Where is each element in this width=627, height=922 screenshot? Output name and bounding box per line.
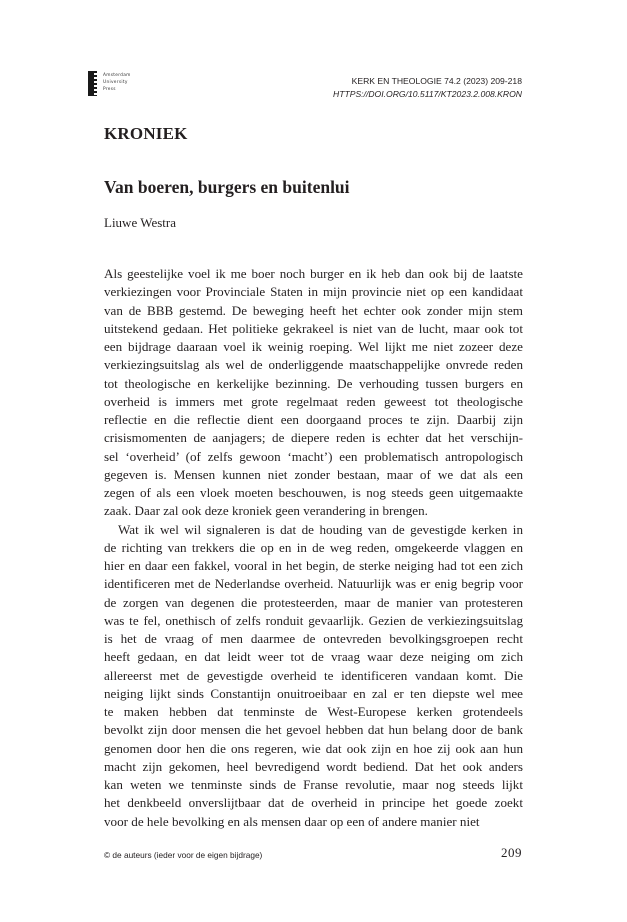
doi-link[interactable]: HTTPS://DOI.ORG/10.5117/KT2023.2.008.KRON (333, 89, 522, 99)
body-text-line: van de BBB gestemd. De beweging heeft het echter ook zonder mijn stem (104, 302, 523, 318)
body-text-line: de richting van trekkers die op en in de weg reden, omgekeerde vlaggen en (104, 539, 523, 555)
body-text-line: gegeven is. Mensen kunnen niet zonder bestaan, maar of we dat als een (104, 466, 523, 482)
body-text-line: tot theologische en kerkelijke bezinning. De verhouding tussen burgers en (104, 375, 523, 391)
body-text-line: reflectie en die reflectie dient een doorgaand proces te zijn. Daarbij zijn (104, 412, 523, 427)
amsterdam-university-press-logo-icon (88, 71, 95, 96)
article-title: Van boeren, burgers en buitenlui (104, 177, 350, 197)
body-text-line: te maken hebben dat tenminste de West-Europese kerken grotendeels (104, 704, 523, 719)
body-text-line: sel ‘overheid’ (of zelfs gewoon ‘macht’) een problematisch antropologisch (104, 448, 523, 464)
body-text-line: neiging lijkt sinds Constantijn onuitroeibaar en zal er ten diepste wel mee (104, 685, 523, 701)
body-text-line: identificeren met de Nederlandse overheid. Natuurlijk was er enig begrip voor (104, 576, 523, 592)
body-text-line: een bijdrage daaraan voel ik weinig roeping. Wel lijkt me niet zozeer deze (104, 339, 523, 354)
body-text-line: overheid is immers met grote regelmaat reden geweest tot theologische (104, 393, 523, 409)
journal-citation: KERK EN THEOLOGIE 74.2 (2023) 209-218 (351, 76, 522, 86)
article-author: Liuwe Westra (104, 215, 176, 230)
section-heading: KRONIEK (104, 124, 188, 143)
body-text-line: is het de vraag of men daarmee de ontevreden bevolkingsgroepen recht (104, 631, 523, 646)
body-text-line: bevolkt zijn door mensen die het gevoel hebben dat hun belang door de bank (104, 722, 523, 738)
body-text-line: verkiezingen voor Provinciale Staten in mijn provincie niet op een kandidaat (104, 284, 523, 300)
page-number: 209 (501, 845, 522, 860)
publisher-name-line: Press (103, 87, 116, 92)
body-text-line: uitstekend gedaan. Het politieke gekrakeel is niet van de lucht, maar ook tot (104, 320, 523, 336)
body-text-line: macht zijn gekomen, heel bevredigend wordt bediend. Dat het ook anders (104, 758, 523, 774)
body-text-line: heeft gedaan, en dat leidt weer tot de vraag waar deze neiging om zich (104, 649, 523, 665)
body-text-line: zegen of als een vloek moeten beschouwen, is nog steeds geen uitgemaakte (104, 485, 523, 500)
article-body (104, 265, 523, 831)
body-text-line: verkiezingsuitslag als wel de onderliggende maatschappelijke onvrede reden (104, 357, 523, 373)
body-text-line: crisismomenten de aanjagers; de diepere reden is echter dat het verschijn- (104, 430, 523, 446)
body-text-line: genomen door hen die ons regeren, wie dat ook zijn en hoe zij ook aan hun (104, 740, 523, 756)
publisher-name-line: Amsterdam (103, 73, 131, 78)
body-text-line: het denkbeeld onverslijtbaar dat de overheid in principe het goede zoekt (104, 795, 523, 811)
body-text-line: zaak. Daar zal ook deze kroniek geen verandering in brengen. (104, 503, 428, 519)
body-text-line: kan weten we tenminste sinds de Franse revolutie, maar nog steeds lijkt (104, 777, 523, 792)
body-text-line: hier en daar een fakkel, vooral in het begin, de sterke neiging had tot een zich (104, 558, 523, 573)
body-text-line: Wat ik wel wil signaleren is dat de houding van de gevestigde kerken in (118, 521, 523, 537)
body-text-line: was te fel, onethisch of zelfs ronduit gevaarlijk. Gezien de verkiezingsuitslag (104, 612, 523, 628)
body-text-line: Als geestelijke voel ik me boer noch burger en ik heb dan ook bij de laatste (104, 266, 523, 281)
publisher-logo (88, 71, 131, 96)
journal-header (333, 75, 522, 101)
body-text-line: allereerst met de gevestigde overheid te identificeren vandaan komt. Die (104, 667, 523, 683)
publisher-name (103, 71, 131, 93)
copyright-notice: © de auteurs (ieder voor de eigen bijdrage) (104, 850, 263, 860)
publisher-name-line: University (103, 80, 128, 85)
body-text-line: voor de hele bevolking en als mensen daar op een of andere manier niet (104, 813, 480, 829)
body-text-line: de zorgen van degenen die protesteerden, maar de manier van protesteren (104, 594, 523, 610)
